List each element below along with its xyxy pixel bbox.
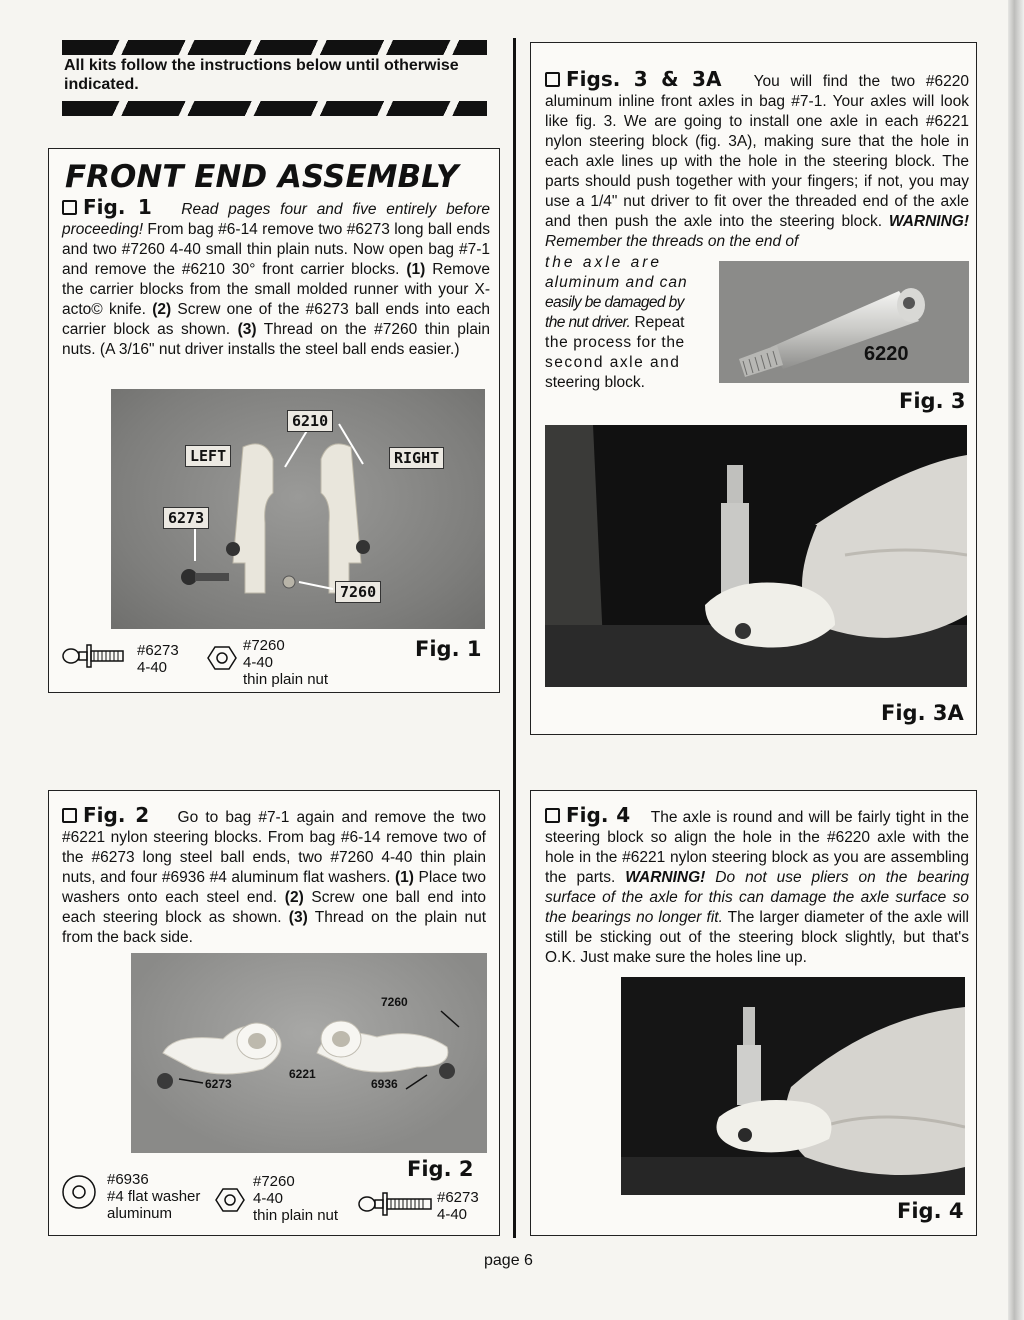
callout-6210: 6210 — [287, 410, 333, 432]
fig2-heading: Fig. 2 — [83, 803, 150, 827]
steering-blocks-illustration — [131, 953, 487, 1153]
left-carrier-block — [233, 444, 273, 593]
fig3a-label: Fig. 3A — [881, 701, 964, 725]
fig3-wrap-text: the axle are aluminum and can easily be damaged by the nut driver. Repeat the process for the second axle and steering block. — [545, 254, 688, 391]
fig3a-illustration — [545, 425, 967, 687]
fig1-heading: Fig. 1 — [83, 195, 152, 219]
checkbox-icon[interactable] — [62, 808, 77, 823]
section-title: FRONT END ASSEMBLY — [65, 159, 459, 195]
fig1-label: Fig. 1 — [415, 637, 482, 661]
fig2-photo — [131, 953, 487, 1153]
checkbox-icon[interactable] — [545, 808, 560, 823]
loose-ball-end — [181, 569, 229, 585]
fig3-label: Fig. 3 — [899, 389, 966, 413]
part-6273-caption: #6273 4-40 — [437, 1189, 479, 1223]
part-7260-caption: #7260 4-40 thin plain nut — [243, 637, 329, 688]
front-end-box — [48, 148, 500, 693]
checkbox-icon[interactable] — [545, 72, 560, 87]
banner — [62, 40, 487, 116]
page-edge — [1008, 0, 1024, 1320]
label-6936: 6936 — [371, 1077, 398, 1091]
fig2-instructions: Fig. 2 Go to bag #7-1 again and remove the two #6221 nylon steering blocks. From bag #6-14 remove two of the #6273 long steel ball ends, two #7260 4-40 thin plain nuts, and four #6936 #4 aluminum flat washers. (1) Place two washers onto each steel end. (2) Screw one ball end into each steering block as shown. (3) Thread on the plain nut from the back side. — [62, 803, 487, 946]
right-carrier-block — [321, 444, 361, 593]
fig2-label: Fig. 2 — [407, 1157, 474, 1181]
page-number: page 6 — [484, 1252, 533, 1269]
banner-stripe-bottom — [62, 101, 487, 116]
callout-7260: 7260 — [335, 581, 381, 603]
banner-stripe-top — [62, 40, 487, 55]
fig1-photo — [111, 389, 485, 629]
fig3-box — [530, 42, 977, 735]
fig1-instructions: Fig. 1 Read pages four and five entirely before proceeding! From bag #6-14 remove two #6273 long ball ends and two #7260 4-40 small thin plain nuts. Now open bag #7-1 and remove the #6210 30° front carrier blocks. (1) Remove the carrier blocks from the small molded runner with your X-acto© knife. (2) Screw one of the #6273 ball ends into each carrier block as shown. (3) Thread on the #7260 thin plain nuts. (A 3/16" nut driver installs the steel ball ends easier.) — [62, 195, 491, 358]
fig4-photo — [621, 977, 965, 1195]
fig3-heading: Figs. 3 & 3A — [566, 67, 722, 91]
fig3a-photo — [545, 425, 967, 687]
label-6221: 6221 — [289, 1067, 316, 1081]
part-6273-caption: #6273 4-40 — [137, 642, 179, 676]
fig3-photo — [719, 261, 969, 383]
banner-text: All kits follow the instructions below until otherwise indicated. — [64, 57, 459, 93]
ball-end-icon — [357, 1191, 433, 1217]
fig1-intro: Read pages four and five entirely before proceeding! — [62, 201, 491, 238]
loose-nut — [283, 576, 295, 588]
part-7260-caption: #7260 4-40 thin plain nut — [253, 1173, 339, 1224]
checkbox-icon[interactable] — [62, 200, 77, 215]
label-7260: 7260 — [381, 995, 408, 1009]
nut-icon — [215, 1187, 245, 1213]
axle-6220-label: 6220 — [864, 343, 909, 365]
fig4-label: Fig. 4 — [897, 1199, 964, 1223]
fig3-instructions: Figs. 3 & 3A You will find the two #6220 aluminum inline front axles in bag #7-1. Your axles will look like fig. 3. We are going to install one axle in each #6221 nylon steering block (fig. 3A), making sure that the hole in each axle lines up with the hole in the steering block. The parts should push together with your fingers; if not, you may use a 1/4" nut driver to fit over the threaded end of the axle and then push the axle into the steering block. WARNING! Remember the threads on the end of — [545, 67, 969, 250]
ball-end-icon — [61, 643, 125, 669]
part-6936-caption: #6936 #4 flat washer aluminum — [107, 1171, 201, 1222]
ball-end-left — [226, 542, 240, 556]
callout-6273: 6273 — [163, 507, 209, 529]
fig4-instructions: Fig. 4 The axle is round and will be fairly tight in the steering block so align the hole in the #6220 axle with the hole in the #6221 nylon steering block as you are assembling the parts. WARNING! Do not use pliers on the bearing surface of the axle for this can damage the axle surface so the bearings no longer fit. The larger diameter of the axle will still be sticking out of the steering block slightly, but that's O.K. Just make sure the holes line up. — [545, 803, 970, 966]
column-divider — [513, 38, 516, 1238]
washer-icon — [61, 1174, 97, 1210]
callout-left: LEFT — [185, 445, 231, 467]
nut-icon — [207, 645, 237, 671]
fig4-box — [530, 790, 977, 1236]
fig2-box — [48, 790, 500, 1236]
ball-end-right — [356, 540, 370, 554]
fig4-heading: Fig. 4 — [566, 803, 631, 827]
label-6273: 6273 — [205, 1077, 232, 1091]
callout-right: RIGHT — [389, 447, 444, 469]
axle-illustration — [719, 261, 969, 383]
fig4-illustration — [621, 977, 965, 1195]
